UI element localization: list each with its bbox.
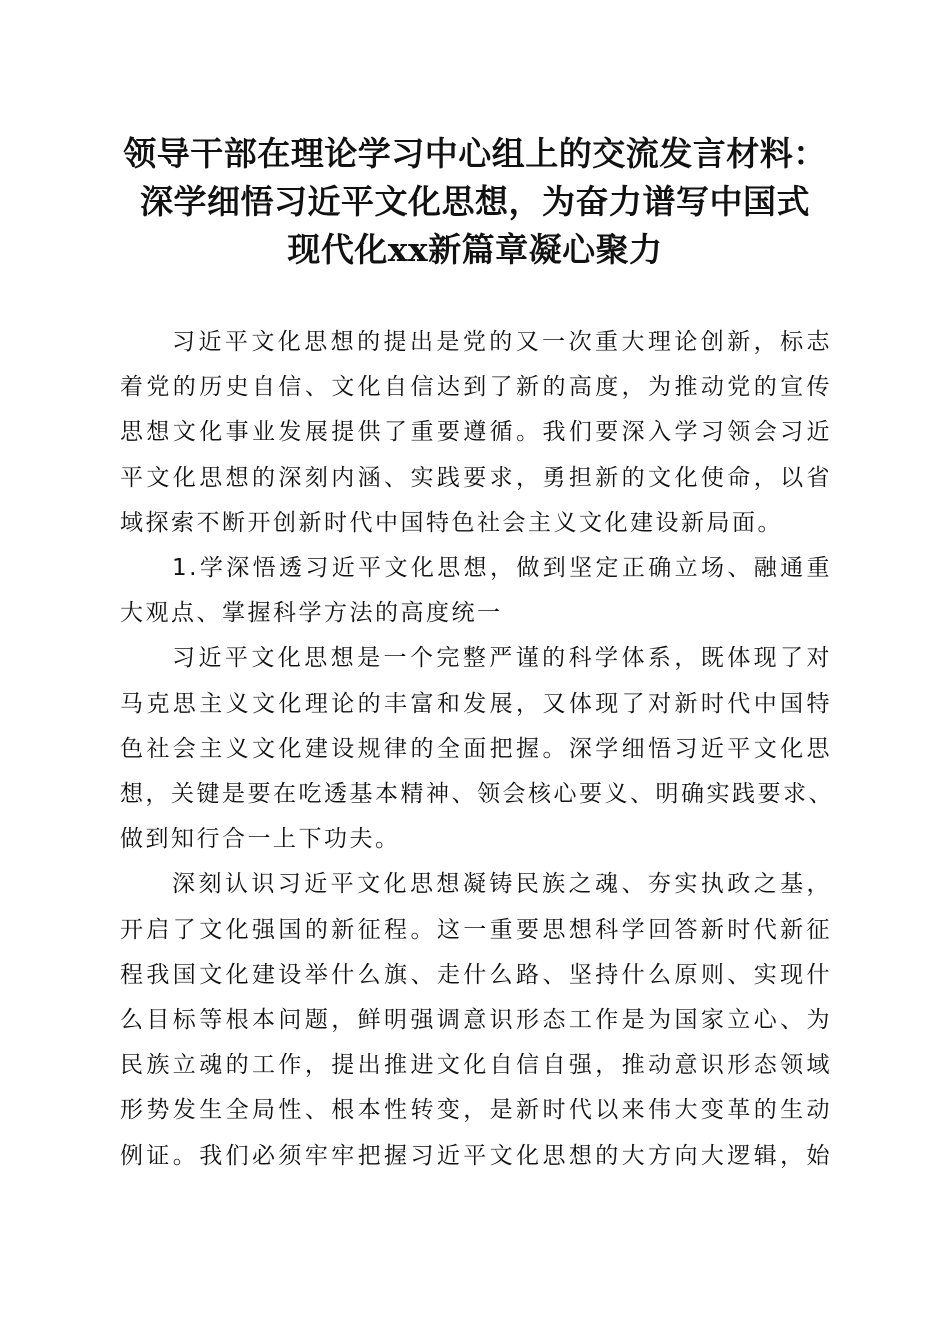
text-line: 域探索不断开创新时代中国特色社会主义文化建设新局面。 xyxy=(120,509,783,536)
text-line: 平文化思想的深刻内涵、实践要求，勇担新的文化使命，以省 xyxy=(120,464,832,491)
text-line: 马克思主义文化理论的丰富和发展，又体现了对新时代中国特 xyxy=(120,690,832,717)
paragraph-soul xyxy=(120,862,832,1178)
paragraph-intro xyxy=(120,320,832,546)
text-line: 开启了文化强国的新征程。这一重要思想科学回答新时代新征 xyxy=(120,916,832,943)
text-line: 例证。我们必须牢牢把握习近平文化思想的大方向大逻辑，始 xyxy=(120,1142,832,1169)
title-line: 深学细悟习近平文化思想，为奋力谱写中国式 xyxy=(140,182,810,221)
text-line: 思想文化事业发展提供了重要遵循。我们要深入学习领会习近 xyxy=(120,419,832,446)
text-line: 习近平文化思想的提出是党的又一次重大理论创新，标志 xyxy=(172,329,832,355)
text-line: 1.学深悟透习近平文化思想，做到坚定正确立场、融通重 xyxy=(172,555,832,582)
paragraph-system xyxy=(120,636,832,862)
document-body xyxy=(120,320,832,1179)
text-line: 么目标等根本问题，鲜明强调意识形态工作是为国家立心、为 xyxy=(120,1007,832,1034)
text-line: 大观点、掌握科学方法的高度统一 xyxy=(120,600,503,627)
text-line: 做到知行合一上下功夫。 xyxy=(120,826,401,853)
section-heading-1 xyxy=(120,546,832,636)
title-line: 现代化xx新篇章凝心聚力 xyxy=(287,230,663,269)
text-line: 习近平文化思想是一个完整严谨的科学体系，既体现了对 xyxy=(172,645,832,672)
document-title xyxy=(110,130,840,274)
text-line: 想，关键是要在吃透基本精神、领会核心要义、明确实践要求、 xyxy=(120,781,834,808)
text-line: 色社会主义文化建设规律的全面把握。深学细悟习近平文化思 xyxy=(120,735,832,762)
text-line: 民族立魂的工作，提出推进文化自信自强，推动意识形态领域 xyxy=(120,1052,832,1079)
text-line: 形势发生全局性、根本性转变，是新时代以来伟大变革的生动 xyxy=(120,1097,832,1124)
text-line: 深刻认识习近平文化思想凝铸民族之魂、夯实执政之基， xyxy=(172,871,832,898)
text-line: 程我国文化建设举什么旗、走什么路、坚持什么原则、实现什 xyxy=(120,961,832,988)
text-line: 着党的历史自信、文化自信达到了新的高度，为推动党的宣传 xyxy=(120,374,832,401)
title-line: 领导干部在理论学习中心组上的交流发言材料： xyxy=(123,134,827,173)
